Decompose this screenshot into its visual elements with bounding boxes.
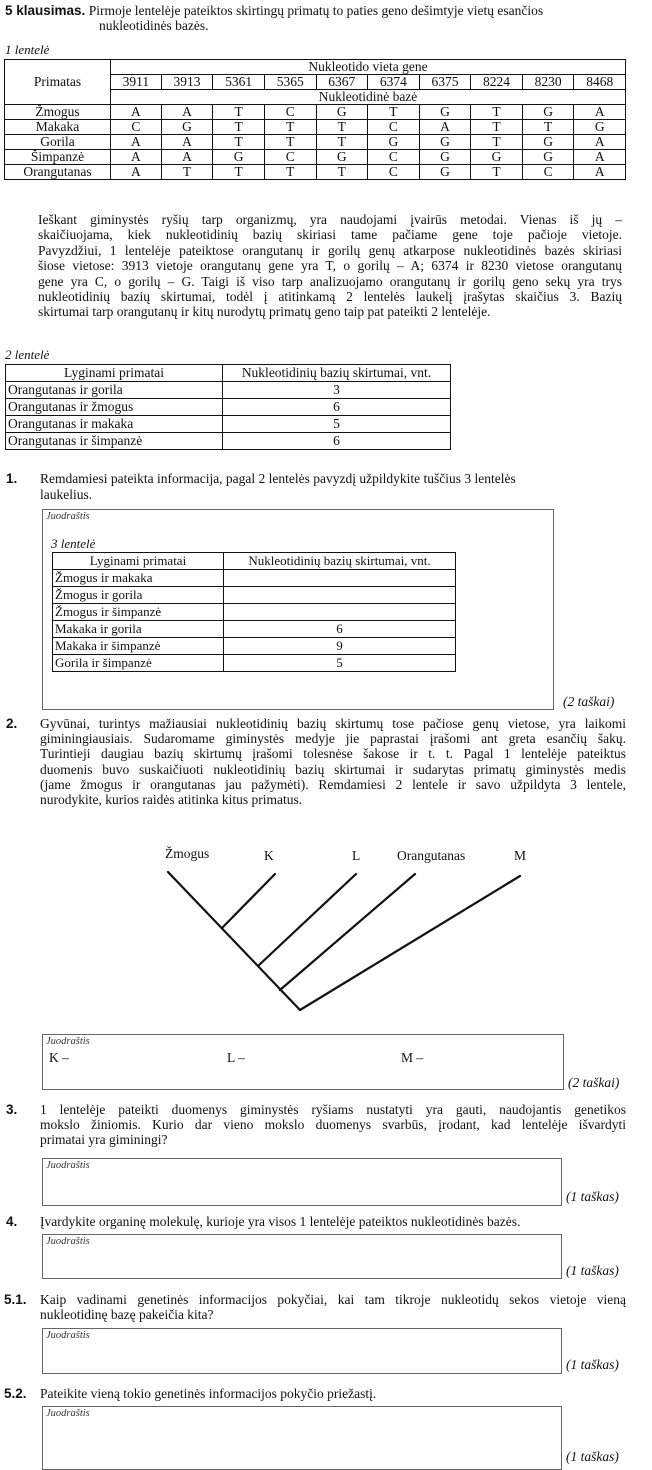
table1-base-cell: T [264, 135, 316, 150]
table2-col2-header: Nukleotidinių bazių skirtumai, vnt. [223, 365, 451, 382]
question-header [5, 3, 645, 18]
table2-value: 6 [223, 399, 451, 416]
table2-row [6, 399, 451, 416]
table1-row [5, 105, 626, 120]
header-text-line1: Pirmoje lentelėje pateiktos skirtingų primatų to paties geno dešimtyje vietų esančios [88, 3, 544, 18]
q3-line: primatai yra giminingi? [40, 1132, 168, 1148]
q51-line: nukleotidinę bazę pakeičia kita? [40, 1307, 214, 1323]
q1-number: 1. [6, 471, 18, 486]
table3-row [53, 587, 456, 604]
table3-value: 5 [224, 655, 456, 672]
table1-base-cell: G [471, 150, 523, 165]
table3-pair: Žmogus ir šimpanzė [53, 604, 224, 621]
q4-points: (1 taškas) [566, 1263, 619, 1278]
table1-base-cell: C [264, 150, 316, 165]
table2-caption: 2 lentelė [5, 347, 50, 362]
answer-k: K – [49, 1050, 69, 1065]
table3-col1-header: Lyginami primatai [53, 553, 224, 570]
q4-draft-box [42, 1234, 562, 1279]
table1-position-cell: 5361 [213, 75, 265, 90]
q2-line: Gyvūnai, turintys mažiausiai nukleotidinių bazių skirtumų tose pačiose genų vietose, yra laikomi [40, 716, 626, 731]
table1-base-cell: A [111, 105, 162, 120]
question-label: 5 klausimas. [5, 3, 86, 18]
table1-base-cell: A [111, 150, 162, 165]
table1-base-cell: T [471, 120, 523, 135]
q2-line: nurodykite, kurios raidės atitinka kitus primatus. [40, 792, 303, 808]
table1-base-cell: T [213, 120, 265, 135]
tree-branch-l [258, 874, 356, 966]
table3-caption: 3 lentelė [51, 536, 96, 551]
table1-base-cell: G [574, 120, 626, 135]
table3 [52, 552, 456, 672]
intro-paragraph [38, 212, 622, 320]
q2-draft-box [42, 1034, 564, 1090]
table1 [4, 59, 626, 180]
table2-pair: Orangutanas ir makaka [6, 416, 223, 433]
table1-base-cell: A [574, 150, 626, 165]
table3-col2-header: Nukleotidinių bazių skirtumai, vnt. [224, 553, 456, 570]
table2-value: 5 [223, 416, 451, 433]
table1-base-cell: A [161, 135, 213, 150]
q52-draft-label: Juodraštis [46, 1408, 90, 1419]
table1-base-cell: A [419, 120, 471, 135]
q2-text [40, 716, 626, 807]
table1-base-cell: T [471, 105, 523, 120]
table1-position-header: Nukleotido vieta gene [111, 60, 626, 75]
phylogenetic-tree [150, 840, 550, 1020]
table2-pair: Orangutanas ir žmogus [6, 399, 223, 416]
table2-col1-header: Lyginami primatai [6, 365, 223, 382]
tree-label-m: M [514, 848, 527, 863]
q1-draft-box [42, 509, 554, 710]
table1-base-cell: G [213, 150, 265, 165]
table3-answer-cell[interactable] [224, 604, 456, 621]
table1-base-cell: T [264, 165, 316, 180]
table3-pair: Žmogus ir makaka [53, 570, 224, 587]
table1-base-cell: C [522, 165, 574, 180]
q2-line: (jame žmogus ir orangutanas jau pažymėti). Remdamiesi 2 lentele ir savo užpildyta 3 lentele, [40, 776, 626, 792]
table1-position-cell: 6367 [316, 75, 368, 90]
table2-pair: Orangutanas ir šimpanzė [6, 433, 223, 450]
table1-base-cell: G [368, 135, 420, 150]
table1-primate-name: Žmogus [5, 105, 111, 120]
table3-pair: Makaka ir gorila [53, 621, 224, 638]
table2-row [6, 382, 451, 399]
q3-number: 3. [6, 1102, 18, 1117]
table2 [5, 364, 451, 450]
table1-row [5, 165, 626, 180]
q1-text-line1: Remdamiesi pateikta informacija, pagal 2 lentelės pavyzdį užpildykite tuščius 3 lentelės [40, 471, 516, 486]
table1-base-cell: T [316, 165, 368, 180]
table1-base-cell: C [368, 165, 420, 180]
table3-answer-cell[interactable] [224, 587, 456, 604]
table1-position-cell: 6374 [368, 75, 420, 90]
table1-base-cell: T [471, 165, 523, 180]
table1-position-cell: 8224 [471, 75, 523, 90]
table3-pair: Gorila ir šimpanzė [53, 655, 224, 672]
table3-row [53, 638, 456, 655]
table1-row [5, 150, 626, 165]
q51-line: Kaip vadinami genetinės informacijos pokyčiai, kai tam tikroje nukleotidų sekos vietoje vieną [40, 1292, 626, 1307]
table1-base-cell: G [522, 135, 574, 150]
table1-base-cell: C [368, 150, 420, 165]
table1-base-cell: T [264, 120, 316, 135]
q4-draft-label: Juodraštis [46, 1236, 90, 1247]
q1-points: (2 taškai) [563, 694, 615, 709]
intro-paragraph-line: nukleotidinių bazių skirtumai, todėl į atitinkamą 2 lentelės laukelį įrašytas skaičius 3. Bazių [38, 289, 622, 305]
table2-pair: Orangutanas ir gorila [6, 382, 223, 399]
q52-number: 5.2. [4, 1386, 27, 1401]
table1-base-cell: T [161, 165, 213, 180]
table1-base-cell: A [574, 105, 626, 120]
q3-draft-box [42, 1158, 562, 1206]
table1-base-cell: G [316, 105, 368, 120]
q52-text: Pateikite vieną tokio genetinės informacijos pokyčio priežastį. [40, 1386, 377, 1401]
table1-base-cell: G [419, 135, 471, 150]
q2-points: (2 taškai) [568, 1075, 620, 1090]
table3-pair: Žmogus ir gorila [53, 587, 224, 604]
q52-draft-box [42, 1406, 562, 1470]
table1-primate-name: Šimpanzė [5, 150, 111, 165]
table2-value: 6 [223, 433, 451, 450]
tree-branch-k [222, 874, 275, 928]
q51-points: (1 taškas) [566, 1357, 619, 1372]
table1-base-cell: A [161, 105, 213, 120]
q51-number: 5.1. [4, 1292, 27, 1307]
q2-draft-label: Juodraštis [46, 1036, 90, 1047]
intro-paragraph-line: skirtumai tarp orangutanų ir kitų nurodytų primatų geno taip pat pateikti 2 lentelėje. [38, 304, 491, 320]
table1-position-cell: 3911 [111, 75, 162, 90]
table1-base-cell: G [419, 150, 471, 165]
q2-line: Turintieji daugiau bazių skirtumų įrašomi tolesnėse šakose ir t. t. Pagal 1 lentelėje pateiktus [40, 746, 626, 762]
tree-label-l: L [352, 848, 361, 863]
table1-base-cell: A [111, 165, 162, 180]
table1-base-cell: G [419, 105, 471, 120]
q3-line: 1 lentelėje pateikti duomenys giminystės ryšiams nustatyti yra gauti, naudojantis genetikos [40, 1102, 626, 1117]
table1-base-cell: A [574, 165, 626, 180]
table1-base-cell: C [111, 120, 162, 135]
table1-base-cell: G [161, 120, 213, 135]
table1-base-cell: G [522, 105, 574, 120]
q51-draft-label: Juodraštis [46, 1330, 90, 1341]
intro-paragraph-line: skaičiuojama, kiek nukleotidinių bazių skiriasi tame pačiame gene toje pačioje vietoje. [38, 227, 622, 243]
table2-row [6, 433, 451, 450]
q3-text [40, 1102, 626, 1148]
table3-row [53, 570, 456, 587]
q1-draft-label: Juodraštis [46, 511, 90, 522]
q3-draft-label: Juodraštis [46, 1160, 90, 1171]
table1-row [5, 135, 626, 150]
table1-base-cell: T [522, 120, 574, 135]
table1-position-cell: 3913 [161, 75, 213, 90]
tree-branch-orangutan [280, 874, 415, 990]
table1-base-cell: T [368, 105, 420, 120]
table1-position-cell: 8230 [522, 75, 574, 90]
table1-base-cell: A [111, 135, 162, 150]
table1-base-cell: G [316, 150, 368, 165]
header-text-line2: nukleotidinės bazės. [99, 18, 209, 33]
table3-value: 6 [224, 621, 456, 638]
tree-label-k: K [264, 848, 274, 863]
table1-base-cell: C [368, 120, 420, 135]
table1-base-cell: T [213, 165, 265, 180]
answer-l: L – [227, 1050, 245, 1065]
q3-line: mokslo žiniomis. Kurio dar vieno mokslo duomenys svarbūs, įrodant, kad lentelėje išvardyti [40, 1117, 626, 1133]
intro-paragraph-line: Pavyzdžiui, 1 lentelėje pateiktose orangutanų ir gorilų genų atkarpose nukleotidinės bazės skiriasi [38, 242, 622, 258]
table1-row [5, 120, 626, 135]
table1-primate-header: Primatas [5, 60, 111, 105]
table1-base-cell: A [161, 150, 213, 165]
q4-text: Įvardykite organinę molekulę, kurioje yra visos 1 lentelėje pateiktos nukleotidinės bazės. [40, 1214, 521, 1229]
q2-line: duomenis buvo suskaičiuoti nukleotidinių bazių skirtumai ir sudarytas primatų giminystės medis [40, 761, 626, 777]
table3-row [53, 621, 456, 638]
q51-draft-box [42, 1328, 562, 1374]
table1-base-cell: A [574, 135, 626, 150]
table1-primate-name: Orangutanas [5, 165, 111, 180]
table1-base-cell: T [316, 120, 368, 135]
table1-base-cell: T [471, 135, 523, 150]
table1-base-cell: T [213, 135, 265, 150]
q52-points: (1 taškas) [566, 1449, 619, 1464]
table1-base-cell: T [316, 135, 368, 150]
table1-base-cell: G [522, 150, 574, 165]
table3-pair: Makaka ir šimpanzė [53, 638, 224, 655]
table2-value: 3 [223, 382, 451, 399]
table1-position-cell: 8468 [574, 75, 626, 90]
table1-caption: 1 lentelė [5, 42, 50, 57]
table3-value: 9 [224, 638, 456, 655]
q1-text-line2: laukelius. [40, 487, 93, 502]
answer-m: M – [401, 1050, 424, 1065]
intro-paragraph-line: šiose vietose: 3913 vietoje orangutanų gene yra T, o gorilų – A; 6374 ir 8230 vietose orangutanų [38, 258, 622, 274]
tree-label-orangutan: Orangutanas [397, 848, 466, 863]
table1-primate-name: Gorila [5, 135, 111, 150]
intro-paragraph-line: Ieškant giminystės ryšių tarp organizmų, yra naudojami įvairūs metodai. Vienas iš jų – [38, 212, 622, 227]
table1-position-cell: 5365 [264, 75, 316, 90]
table3-answer-cell[interactable] [224, 570, 456, 587]
table1-base-cell: G [419, 165, 471, 180]
table1-primate-name: Makaka [5, 120, 111, 135]
table1-base-header: Nukleotidinė bazė [111, 90, 626, 105]
q2-number: 2. [6, 716, 18, 731]
table3-row [53, 655, 456, 672]
q4-number: 4. [6, 1214, 18, 1229]
q2-line: giminingiausiais. Sudaromame giminystės medyje jie paprastai įrašomi ant greta esančių šakų. [40, 731, 626, 747]
table1-base-cell: C [264, 105, 316, 120]
table1-position-cell: 6375 [419, 75, 471, 90]
table2-row [6, 416, 451, 433]
q51-text [40, 1292, 626, 1322]
table1-base-cell: T [213, 105, 265, 120]
q3-points: (1 taškas) [566, 1189, 619, 1204]
table3-row [53, 604, 456, 621]
tree-label-human: Žmogus [165, 846, 210, 861]
intro-paragraph-line: gene yra C, o gorilų – G. Taigi iš viso tarp analizuojamo orangutanų ir gorilų geno sekų yra trys [38, 273, 622, 289]
